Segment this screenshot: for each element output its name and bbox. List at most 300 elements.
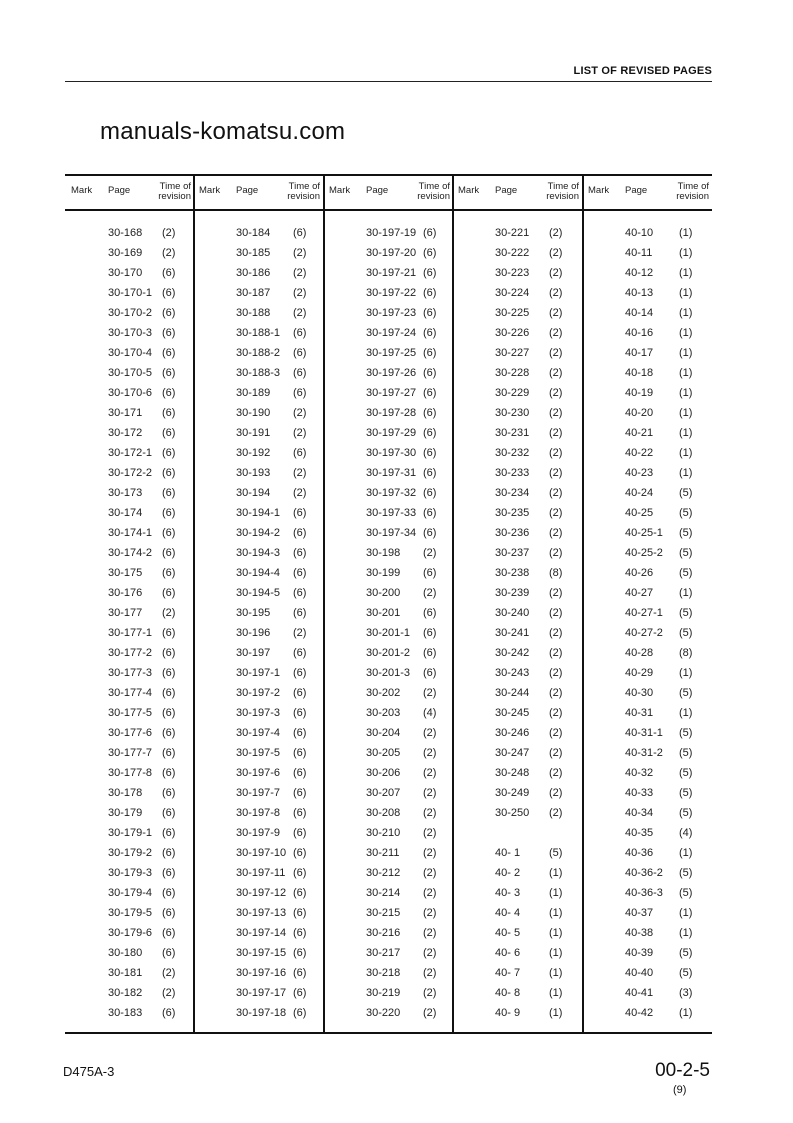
revision-cell: (2) bbox=[549, 387, 563, 399]
revision-cell: (8) bbox=[549, 567, 563, 579]
table-row bbox=[495, 286, 579, 306]
revision-cell: (4) bbox=[679, 827, 693, 839]
table-row bbox=[236, 986, 320, 1006]
page-cell: 30-170-6 bbox=[108, 387, 153, 399]
revision-cell: (6) bbox=[162, 647, 176, 659]
page-cell: 30-197-31 bbox=[366, 467, 417, 479]
page-cell: 40- 1 bbox=[495, 847, 521, 859]
page-cell: 30-247 bbox=[495, 747, 530, 759]
revision-cell: (6) bbox=[293, 807, 307, 819]
page-cell: 40-28 bbox=[625, 647, 654, 659]
table-column bbox=[452, 176, 582, 1032]
table-row bbox=[236, 706, 320, 726]
page-cell: 40-27 bbox=[625, 587, 654, 599]
revision-cell: (1) bbox=[679, 587, 693, 599]
table-row bbox=[108, 226, 192, 246]
revision-cell: (2) bbox=[162, 247, 176, 259]
header-page: Page bbox=[236, 185, 259, 196]
table-row bbox=[108, 766, 192, 786]
page-cell: 30-184 bbox=[236, 227, 271, 239]
revision-cell: (6) bbox=[423, 287, 437, 299]
page-cell: 30-197-7 bbox=[236, 787, 281, 799]
table-row bbox=[236, 1006, 320, 1026]
revision-cell: (6) bbox=[293, 827, 307, 839]
revision-cell: (6) bbox=[162, 687, 176, 699]
table-row bbox=[108, 986, 192, 1006]
page-cell: 30-168 bbox=[108, 227, 143, 239]
page-cell: 30-185 bbox=[236, 247, 271, 259]
page-cell: 30-174-1 bbox=[108, 527, 153, 539]
page-cell: 30-170-4 bbox=[108, 347, 153, 359]
revision-cell: (2) bbox=[549, 747, 563, 759]
revision-cell: (2) bbox=[423, 827, 437, 839]
revision-cell: (6) bbox=[162, 547, 176, 559]
page-cell: 40- 7 bbox=[495, 967, 521, 979]
revision-cell: (6) bbox=[423, 647, 437, 659]
page-cell: 30-194-5 bbox=[236, 587, 281, 599]
revision-cell: (6) bbox=[423, 247, 437, 259]
revision-cell: (6) bbox=[162, 387, 176, 399]
revision-cell: (2) bbox=[549, 267, 563, 279]
table-row bbox=[495, 926, 579, 946]
revision-cell: (2) bbox=[423, 887, 437, 899]
page-cell: 40-31 bbox=[625, 707, 654, 719]
revision-cell: (6) bbox=[162, 567, 176, 579]
page-cell: 30-177-5 bbox=[108, 707, 153, 719]
page-cell: 40-40 bbox=[625, 967, 654, 979]
page-cell: 30-172 bbox=[108, 427, 143, 439]
table-row bbox=[625, 466, 709, 486]
page-cell: 30-199 bbox=[366, 567, 401, 579]
page-cell: 30-197-2 bbox=[236, 687, 281, 699]
page-cell: 30-248 bbox=[495, 767, 530, 779]
table-row bbox=[495, 326, 579, 346]
table-row bbox=[495, 446, 579, 466]
page-cell: 30-197-23 bbox=[366, 307, 417, 319]
revision-cell: (5) bbox=[679, 627, 693, 639]
revision-cell: (2) bbox=[423, 1007, 437, 1019]
table-row bbox=[236, 346, 320, 366]
revision-cell: (6) bbox=[162, 487, 176, 499]
revision-cell: (5) bbox=[679, 807, 693, 819]
page-cell: 30-235 bbox=[495, 507, 530, 519]
page-cell: 30-219 bbox=[366, 987, 401, 999]
page-cell: 30-234 bbox=[495, 487, 530, 499]
table-row bbox=[108, 826, 192, 846]
header-rev-line1: Time of bbox=[288, 181, 320, 192]
header-rev-line2: revision bbox=[287, 191, 320, 202]
table-row bbox=[495, 426, 579, 446]
table-row bbox=[108, 326, 192, 346]
table-row bbox=[366, 306, 450, 326]
header-page: Page bbox=[495, 185, 518, 196]
revision-cell: (6) bbox=[423, 307, 437, 319]
table-row bbox=[495, 686, 579, 706]
revision-cell: (6) bbox=[293, 947, 307, 959]
revision-cell: (1) bbox=[549, 947, 563, 959]
table-row bbox=[495, 886, 579, 906]
revision-cell: (6) bbox=[162, 907, 176, 919]
revision-cell: (6) bbox=[162, 947, 176, 959]
revision-cell: (6) bbox=[293, 527, 307, 539]
revision-cell: (2) bbox=[423, 727, 437, 739]
header-time-of-revision bbox=[158, 182, 191, 202]
revision-cell: (6) bbox=[293, 687, 307, 699]
revision-cell: (1) bbox=[549, 927, 563, 939]
page-cell: 30-224 bbox=[495, 287, 530, 299]
table-row bbox=[108, 646, 192, 666]
table-row bbox=[625, 806, 709, 826]
revision-cell: (6) bbox=[293, 647, 307, 659]
page-cell: 30-232 bbox=[495, 447, 530, 459]
revision-cell: (5) bbox=[679, 487, 693, 499]
page-cell: 30-203 bbox=[366, 707, 401, 719]
table-row bbox=[495, 626, 579, 646]
table-row bbox=[236, 226, 320, 246]
table-row bbox=[625, 866, 709, 886]
page-cell: 30-207 bbox=[366, 787, 401, 799]
revision-cell: (2) bbox=[549, 627, 563, 639]
table-row bbox=[236, 646, 320, 666]
table-row bbox=[236, 786, 320, 806]
table-row bbox=[236, 366, 320, 386]
revision-cell: (6) bbox=[293, 707, 307, 719]
page-cell: 40-16 bbox=[625, 327, 654, 339]
revision-cell: (2) bbox=[293, 627, 307, 639]
page-cell: 30-210 bbox=[366, 827, 401, 839]
page-cell: 30-177-1 bbox=[108, 627, 153, 639]
table-row bbox=[625, 446, 709, 466]
revision-cell: (2) bbox=[423, 987, 437, 999]
table-row bbox=[625, 846, 709, 866]
page-cell: 30-229 bbox=[495, 387, 530, 399]
page-cell: 40-33 bbox=[625, 787, 654, 799]
page-revision: (9) bbox=[673, 1084, 687, 1096]
revision-cell: (1) bbox=[679, 1007, 693, 1019]
revision-cell: (6) bbox=[293, 987, 307, 999]
revision-cell: (6) bbox=[293, 747, 307, 759]
table-row bbox=[108, 246, 192, 266]
page-cell: 30-194-4 bbox=[236, 567, 281, 579]
revision-cell: (6) bbox=[423, 347, 437, 359]
table-row bbox=[625, 906, 709, 926]
revision-cell: (6) bbox=[423, 667, 437, 679]
table-column bbox=[582, 176, 712, 1032]
table-row bbox=[625, 726, 709, 746]
page-cell: 30-197-34 bbox=[366, 527, 417, 539]
page-cell: 30-205 bbox=[366, 747, 401, 759]
page-cell: 30-200 bbox=[366, 587, 401, 599]
revision-cell: (6) bbox=[293, 927, 307, 939]
table-row bbox=[366, 806, 450, 826]
table-row bbox=[366, 286, 450, 306]
revision-cell: (2) bbox=[549, 767, 563, 779]
revision-cell: (6) bbox=[162, 747, 176, 759]
page-cell: 30-170-1 bbox=[108, 287, 153, 299]
page-cell: 30-201-2 bbox=[366, 647, 411, 659]
table-row bbox=[495, 786, 579, 806]
table-row bbox=[366, 886, 450, 906]
table-row bbox=[108, 786, 192, 806]
table-row bbox=[236, 526, 320, 546]
page-cell: 30-183 bbox=[108, 1007, 143, 1019]
revision-cell: (2) bbox=[549, 647, 563, 659]
page-cell: 30-242 bbox=[495, 647, 530, 659]
revision-cell: (2) bbox=[293, 247, 307, 259]
page-cell: 40-39 bbox=[625, 947, 654, 959]
table-row bbox=[236, 626, 320, 646]
revision-cell: (2) bbox=[549, 607, 563, 619]
table-row bbox=[366, 546, 450, 566]
page-cell: 40- 3 bbox=[495, 887, 521, 899]
header-rev-line1: Time of bbox=[677, 181, 709, 192]
page-cell: 30-179-1 bbox=[108, 827, 153, 839]
table-row bbox=[625, 266, 709, 286]
page-cell: 30-197-12 bbox=[236, 887, 287, 899]
header-mark: Mark bbox=[458, 185, 480, 196]
table-row bbox=[495, 406, 579, 426]
revision-cell: (5) bbox=[679, 507, 693, 519]
table-row bbox=[366, 986, 450, 1006]
revision-cell: (6) bbox=[293, 767, 307, 779]
table-row bbox=[236, 766, 320, 786]
revision-cell: (2) bbox=[549, 227, 563, 239]
table-row bbox=[366, 606, 450, 626]
table-row bbox=[236, 326, 320, 346]
table-row bbox=[236, 446, 320, 466]
page-cell: 40- 5 bbox=[495, 927, 521, 939]
revision-cell: (6) bbox=[162, 827, 176, 839]
revision-cell: (2) bbox=[549, 347, 563, 359]
table-row bbox=[495, 306, 579, 326]
revision-cell: (6) bbox=[162, 787, 176, 799]
page-cell: 30-197-24 bbox=[366, 327, 417, 339]
page-cell: 30-197-22 bbox=[366, 287, 417, 299]
revision-cell: (6) bbox=[423, 527, 437, 539]
page-cell: 30-197-18 bbox=[236, 1007, 287, 1019]
table-row bbox=[366, 586, 450, 606]
table-row bbox=[236, 426, 320, 446]
table-row bbox=[495, 726, 579, 746]
table-row bbox=[625, 406, 709, 426]
page-cell: 30-197-3 bbox=[236, 707, 281, 719]
table-row bbox=[236, 886, 320, 906]
table-row bbox=[495, 706, 579, 726]
revision-cell: (6) bbox=[423, 507, 437, 519]
page-cell: 40-32 bbox=[625, 767, 654, 779]
page-cell: 30-194-3 bbox=[236, 547, 281, 559]
table-row bbox=[366, 566, 450, 586]
revision-cell: (2) bbox=[162, 607, 176, 619]
revision-cell: (1) bbox=[679, 907, 693, 919]
header-rule bbox=[65, 81, 712, 82]
page-cell: 40- 9 bbox=[495, 1007, 521, 1019]
table-row bbox=[366, 966, 450, 986]
page-cell: 30-188 bbox=[236, 307, 271, 319]
revision-cell: (6) bbox=[423, 607, 437, 619]
revision-cell: (2) bbox=[423, 807, 437, 819]
page-cell: 30-201 bbox=[366, 607, 401, 619]
page-cell: 30-233 bbox=[495, 467, 530, 479]
page-cell: 30-250 bbox=[495, 807, 530, 819]
table-row bbox=[108, 686, 192, 706]
page-cell: 30-197-1 bbox=[236, 667, 281, 679]
page-cell: 30-172-1 bbox=[108, 447, 153, 459]
revision-cell: (6) bbox=[423, 447, 437, 459]
page-cell: 30-218 bbox=[366, 967, 401, 979]
revision-cell: (2) bbox=[423, 787, 437, 799]
revision-cell: (6) bbox=[162, 707, 176, 719]
table-row bbox=[495, 766, 579, 786]
table-row bbox=[495, 346, 579, 366]
revision-cell: (5) bbox=[679, 547, 693, 559]
revision-cell: (6) bbox=[162, 467, 176, 479]
page-cell: 30-197-9 bbox=[236, 827, 281, 839]
table-row bbox=[366, 226, 450, 246]
table-row bbox=[366, 426, 450, 446]
page-cell: 30-194-2 bbox=[236, 527, 281, 539]
page-cell: 40-18 bbox=[625, 367, 654, 379]
revision-cell: (6) bbox=[293, 867, 307, 879]
table-row bbox=[495, 666, 579, 686]
revision-cell: (6) bbox=[423, 567, 437, 579]
table-row bbox=[108, 346, 192, 366]
page-cell: 30-169 bbox=[108, 247, 143, 259]
table-row bbox=[108, 446, 192, 466]
table-row bbox=[108, 746, 192, 766]
table-row bbox=[108, 946, 192, 966]
page-cell: 40-36 bbox=[625, 847, 654, 859]
page-cell: 30-212 bbox=[366, 867, 401, 879]
revision-cell: (1) bbox=[549, 867, 563, 879]
table-row bbox=[108, 866, 192, 886]
page-cell: 30-221 bbox=[495, 227, 530, 239]
table-row bbox=[108, 366, 192, 386]
table-row bbox=[236, 826, 320, 846]
page-cell: 40-38 bbox=[625, 927, 654, 939]
page-cell: 40-23 bbox=[625, 467, 654, 479]
page-cell: 30-177-8 bbox=[108, 767, 153, 779]
table-row bbox=[366, 246, 450, 266]
page-cell: 40-29 bbox=[625, 667, 654, 679]
revision-cell: (2) bbox=[423, 967, 437, 979]
revision-cell: (2) bbox=[162, 987, 176, 999]
page-cell: 30-177-6 bbox=[108, 727, 153, 739]
page-cell: 30-240 bbox=[495, 607, 530, 619]
table-row bbox=[625, 786, 709, 806]
table-row bbox=[625, 326, 709, 346]
table-row bbox=[236, 726, 320, 746]
page-cell: 30-193 bbox=[236, 467, 271, 479]
page-cell: 40-37 bbox=[625, 907, 654, 919]
page-cell: 30-195 bbox=[236, 607, 271, 619]
table-row bbox=[366, 266, 450, 286]
table-row bbox=[366, 726, 450, 746]
page-cell: 30-177-3 bbox=[108, 667, 153, 679]
page-cell: 30-179-2 bbox=[108, 847, 153, 859]
revision-cell: (2) bbox=[423, 927, 437, 939]
table-row bbox=[625, 826, 709, 846]
revision-cell: (2) bbox=[423, 847, 437, 859]
header-time-of-revision bbox=[417, 182, 450, 202]
page-cell: 30-208 bbox=[366, 807, 401, 819]
page-cell: 30-170-3 bbox=[108, 327, 153, 339]
revision-cell: (6) bbox=[162, 667, 176, 679]
page-cell: 30-179-6 bbox=[108, 927, 153, 939]
revision-cell: (2) bbox=[549, 327, 563, 339]
revision-cell: (1) bbox=[549, 987, 563, 999]
header-mark: Mark bbox=[329, 185, 351, 196]
revision-cell: (2) bbox=[293, 307, 307, 319]
header-page: Page bbox=[625, 185, 648, 196]
header-rev-line2: revision bbox=[158, 191, 191, 202]
table-row bbox=[108, 266, 192, 286]
revision-cell: (2) bbox=[549, 547, 563, 559]
table-row bbox=[495, 946, 579, 966]
table-column bbox=[323, 176, 453, 1032]
revision-cell: (6) bbox=[162, 927, 176, 939]
page-cell: 30-198 bbox=[366, 547, 401, 559]
revision-cell: (6) bbox=[293, 447, 307, 459]
table-row bbox=[236, 906, 320, 926]
revision-cell: (2) bbox=[293, 267, 307, 279]
table-row bbox=[108, 806, 192, 826]
table-row bbox=[366, 926, 450, 946]
page-cell: 40-12 bbox=[625, 267, 654, 279]
page-cell: 30-214 bbox=[366, 887, 401, 899]
table-row bbox=[495, 906, 579, 926]
table-row bbox=[366, 946, 450, 966]
page-cell: 30-223 bbox=[495, 267, 530, 279]
table-row bbox=[495, 586, 579, 606]
revision-cell: (2) bbox=[549, 787, 563, 799]
page-title: LIST OF REVISED PAGES bbox=[573, 65, 712, 77]
page-cell: 40- 8 bbox=[495, 987, 521, 999]
revision-cell: (8) bbox=[679, 647, 693, 659]
page-cell: 30-194-1 bbox=[236, 507, 281, 519]
table-row bbox=[625, 246, 709, 266]
table-row bbox=[366, 866, 450, 886]
page-cell: 30-197-13 bbox=[236, 907, 287, 919]
table-row bbox=[366, 686, 450, 706]
table-row bbox=[366, 826, 450, 846]
page-cell: 30-172-2 bbox=[108, 467, 153, 479]
page-cell: 30-177-2 bbox=[108, 647, 153, 659]
revision-cell: (6) bbox=[293, 787, 307, 799]
revision-cell: (6) bbox=[423, 467, 437, 479]
revision-cell: (2) bbox=[549, 447, 563, 459]
page-cell: 30-174 bbox=[108, 507, 143, 519]
revision-cell: (1) bbox=[679, 327, 693, 339]
table-row bbox=[366, 466, 450, 486]
page-cell: 40- 2 bbox=[495, 867, 521, 879]
revision-cell: (6) bbox=[423, 367, 437, 379]
page-cell: 30-189 bbox=[236, 387, 271, 399]
page-cell: 40-24 bbox=[625, 487, 654, 499]
page-cell: 30-197-33 bbox=[366, 507, 417, 519]
header-rev-line2: revision bbox=[417, 191, 450, 202]
revision-cell: (2) bbox=[293, 407, 307, 419]
page-cell: 40-17 bbox=[625, 347, 654, 359]
table-row bbox=[366, 486, 450, 506]
table-row bbox=[108, 606, 192, 626]
revision-cell: (1) bbox=[679, 927, 693, 939]
revision-cell: (2) bbox=[423, 687, 437, 699]
revision-cell: (6) bbox=[162, 807, 176, 819]
table-row bbox=[625, 946, 709, 966]
page-cell: 30-190 bbox=[236, 407, 271, 419]
revision-cell: (2) bbox=[423, 867, 437, 879]
